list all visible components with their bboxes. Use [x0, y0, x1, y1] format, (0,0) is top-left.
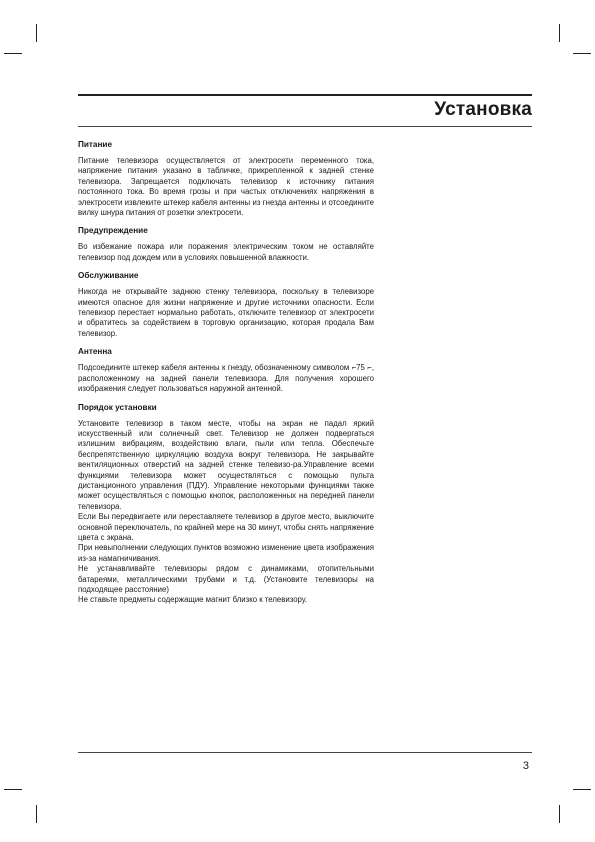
section-warning: [78, 226, 374, 263]
section-heading: Обслуживание: [78, 271, 139, 281]
crop-mark: [4, 53, 22, 54]
section-paragraph: Установите телевизор в таком месте, чтобы на экран не падал яркий искусственный или солнечный свет. Телевизор не должен подвергаться излишним вибрациям, воздействию влаги, пыли или тепла. Обеспечьте беспрепятственную циркуляцию воздуха вокруг телевизора. Не закрывайте вентиляционных отверстий на задней стенке телевизо-ра.Управление всеми функциями телевизора может осуществляться с помощью пульта дистанционного управления (ПДУ). Управление некоторыми функциями также может осуществляться с помощью кнопок, расположенных на передней панели телевизора.: [78, 418, 374, 511]
crop-mark: [559, 24, 560, 42]
header-rule-top: [78, 94, 532, 96]
section-maintenance: [78, 271, 374, 339]
section-power: [78, 140, 374, 218]
section-paragraph: Подсоедините штекер кабеля антенны к гнезду, обозначенному символом ⌐75 ⌐, расположенному на задней панели телевизора. Для получения хорошего изображения следует пользоваться наружной антенной.: [78, 363, 374, 394]
section-heading: Антенна: [78, 347, 112, 357]
page-title: Установка: [434, 99, 532, 120]
section-paragraph: Никогда не открывайте заднюю стенку телевизора, поскольку в телевизоре имеются опасное для жизни напряжение и другие источники опасности. Если телевизор перестает нормально работать, отключите телевизор от электросети и обратитесь за содействием в торговую организацию, которая продала Вам телевизор.: [78, 287, 374, 338]
installation-paragraphs: [78, 419, 374, 606]
crop-mark: [4, 789, 22, 790]
section-paragraph: Во избежание пожара или поражения электрическим током не оставляйте телевизор под дождем или в условиях повышенной влажности.: [78, 242, 374, 262]
crop-mark: [36, 24, 37, 42]
section-installation: [78, 403, 374, 606]
section-heading: Питание: [78, 140, 113, 149]
section-paragraph: Питание телевизора осуществляется от электросети переменного тока, напряжение питания указано в табличке, прикрепленной к задней стенке телевизора. Запрещается подключать телевизор к источнику питания постоянного тока. Во время грозы и при частых отключениях напряжения в электросети извлеките штекер кабеля антенны из гнезда антенны и отсоедините вилку шнура питания от розетки электросети.: [78, 156, 374, 218]
footer-rule: [78, 752, 532, 753]
crop-mark: [573, 789, 591, 790]
content-column: [78, 134, 374, 614]
section-antenna: [78, 347, 374, 394]
section-paragraph: Не ставьте предметы содержащие магнит близко к телевизору.: [78, 595, 308, 605]
crop-mark: [36, 805, 37, 823]
crop-mark: [559, 805, 560, 823]
header-rule-bottom: [78, 126, 532, 127]
section-paragraph: Если Вы передвигаете или переставляете телевизор в другое место, выключите основной переключатель, по крайней мере на 30 минут, чтобы снять напряжение цвета с экрана.: [78, 512, 374, 542]
crop-mark: [573, 53, 591, 54]
page-number: 3: [522, 760, 529, 772]
section-heading: Порядок установки: [78, 402, 157, 412]
section-heading: Предупреждение: [78, 226, 148, 236]
section-paragraph: Не устанавливайте телевизоры рядом с динамиками, отопительными батареями, металлическими трубами и т.д. (Установите телевизоры на подходящее расстояние): [78, 564, 374, 594]
section-paragraph: При невыполнении следующих пунктов возможно изменение цвета изображения из-за намагничивания.: [78, 543, 374, 563]
